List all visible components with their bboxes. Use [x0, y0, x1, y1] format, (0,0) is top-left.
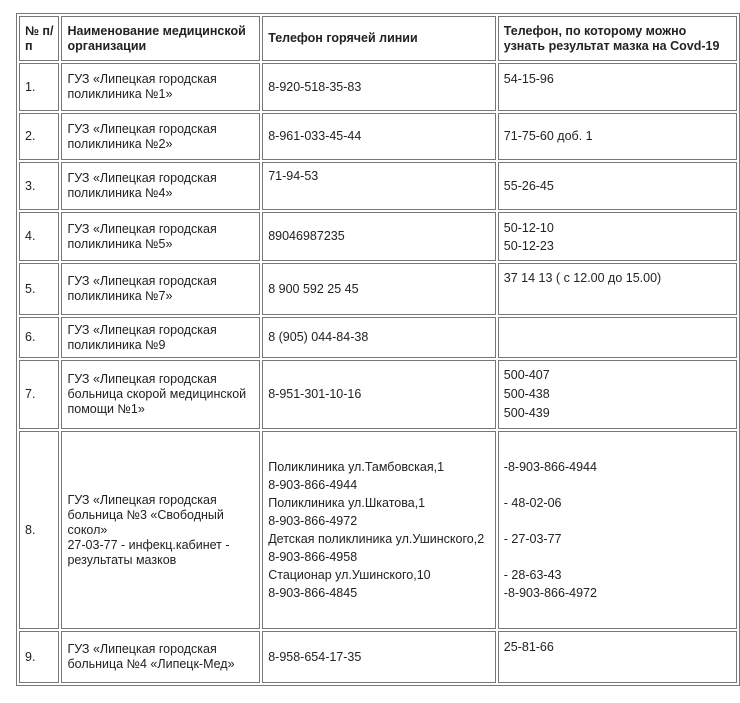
row-org: ГУЗ «Липецкая городская поликлиника №2» [61, 113, 260, 160]
header-org: Наименование медицинской организации [61, 16, 260, 61]
hotline-line: Детская поликлиника ул.Ушинского,2 [268, 532, 485, 546]
row-result: 25-81-66 [498, 631, 737, 683]
result-line: - 28-63-43 [503, 568, 562, 582]
row-org [61, 431, 260, 629]
result-line [504, 476, 731, 494]
row-result [498, 431, 737, 629]
row-num: 9. [19, 631, 59, 683]
row-result [498, 317, 737, 358]
row-hotline: 71-94-53 [262, 162, 496, 210]
result-line [504, 512, 731, 530]
table-row [19, 317, 737, 358]
row-hotline: 8-961-033-45-44 [262, 113, 496, 160]
result-line: -8-903-866-4944 [503, 460, 597, 474]
table-row [19, 212, 737, 261]
row-num: 7. [19, 360, 59, 429]
row-org: ГУЗ «Липецкая городская поликлиника №9 [61, 317, 260, 358]
row-hotline [262, 431, 496, 629]
org-name: ГУЗ «Липецкая городская больница №3 «Свободный сокол» [67, 492, 224, 537]
row-org: ГУЗ «Липецкая городская поликлиника №5» [61, 212, 260, 261]
hotline-line: 8-903-866-4944 [268, 478, 358, 492]
table-header-row [19, 16, 737, 61]
row-hotline: 89046987235 [262, 212, 496, 261]
row-num: 1. [19, 63, 59, 111]
row-result [498, 360, 737, 429]
row-result: 37 14 13 ( с 12.00 до 15.00) [498, 263, 737, 315]
result-line: - 27-03-77 [503, 532, 562, 546]
row-num: 4. [19, 212, 59, 261]
row-result: 55-26-45 [498, 162, 737, 210]
hotline-table [16, 13, 740, 686]
row-result [498, 212, 737, 261]
row-num: 5. [19, 263, 59, 315]
row-org: ГУЗ «Липецкая городская поликлиника №4» [61, 162, 260, 210]
header-num: № п/п [19, 16, 59, 61]
header-hotline: Телефон горячей линии [262, 16, 496, 61]
result-line: -8-903-866-4972 [503, 586, 597, 600]
row-num: 2. [19, 113, 59, 160]
hotline-line: Поликлиника ул.Тамбовская,1 [268, 460, 445, 474]
hotline-line: Стационар ул.Ушинского,10 [268, 568, 431, 582]
result-line: 500-439 [503, 406, 550, 420]
hotline-line: 8-903-866-4972 [268, 514, 358, 528]
table-row [19, 631, 737, 683]
row-hotline: 8 (905) 044-84-38 [262, 317, 496, 358]
table-row [19, 360, 737, 429]
hotline-line: 8-903-866-4845 [268, 586, 358, 600]
table-row [19, 263, 737, 315]
row-result: 71-75-60 доб. 1 [498, 113, 737, 160]
row-hotline: 8 900 592 25 45 [262, 263, 496, 315]
header-result-phone: Телефон, по которому можно узнать результат мазка на Covd-19 [498, 16, 737, 61]
row-org: ГУЗ «Липецкая городская поликлиника №7» [61, 263, 260, 315]
org-note: 27-03-77 - инфекц.кабинет - результаты мазков [67, 537, 230, 567]
table-row [19, 63, 737, 111]
hotline-line: Поликлиника ул.Шкатова,1 [268, 496, 426, 510]
table-row [19, 431, 737, 629]
row-hotline: 8-951-301-10-16 [262, 360, 496, 429]
row-num: 3. [19, 162, 59, 210]
result-line: 50-12-23 [503, 238, 554, 253]
result-line: 500-407 [503, 368, 550, 382]
result-line: - 48-02-06 [503, 496, 562, 510]
row-hotline: 8-920-518-35-83 [262, 63, 496, 111]
hotline-line: 8-903-866-4958 [268, 550, 358, 564]
row-org: ГУЗ «Липецкая городская больница скорой медицинской помощи №1» [61, 360, 260, 429]
row-org: ГУЗ «Липецкая городская поликлиника №1» [61, 63, 260, 111]
row-hotline: 8-958-654-17-35 [262, 631, 496, 683]
table-row [19, 162, 737, 210]
table-row [19, 113, 737, 160]
result-line [504, 548, 731, 566]
result-line: 50-12-10 [503, 220, 554, 235]
row-result: 54-15-96 [498, 63, 737, 111]
row-num: 8. [19, 431, 59, 629]
row-num: 6. [19, 317, 59, 358]
row-org: ГУЗ «Липецкая городская больница №4 «Липецк-Мед» [61, 631, 260, 683]
result-line: 500-438 [503, 387, 550, 401]
